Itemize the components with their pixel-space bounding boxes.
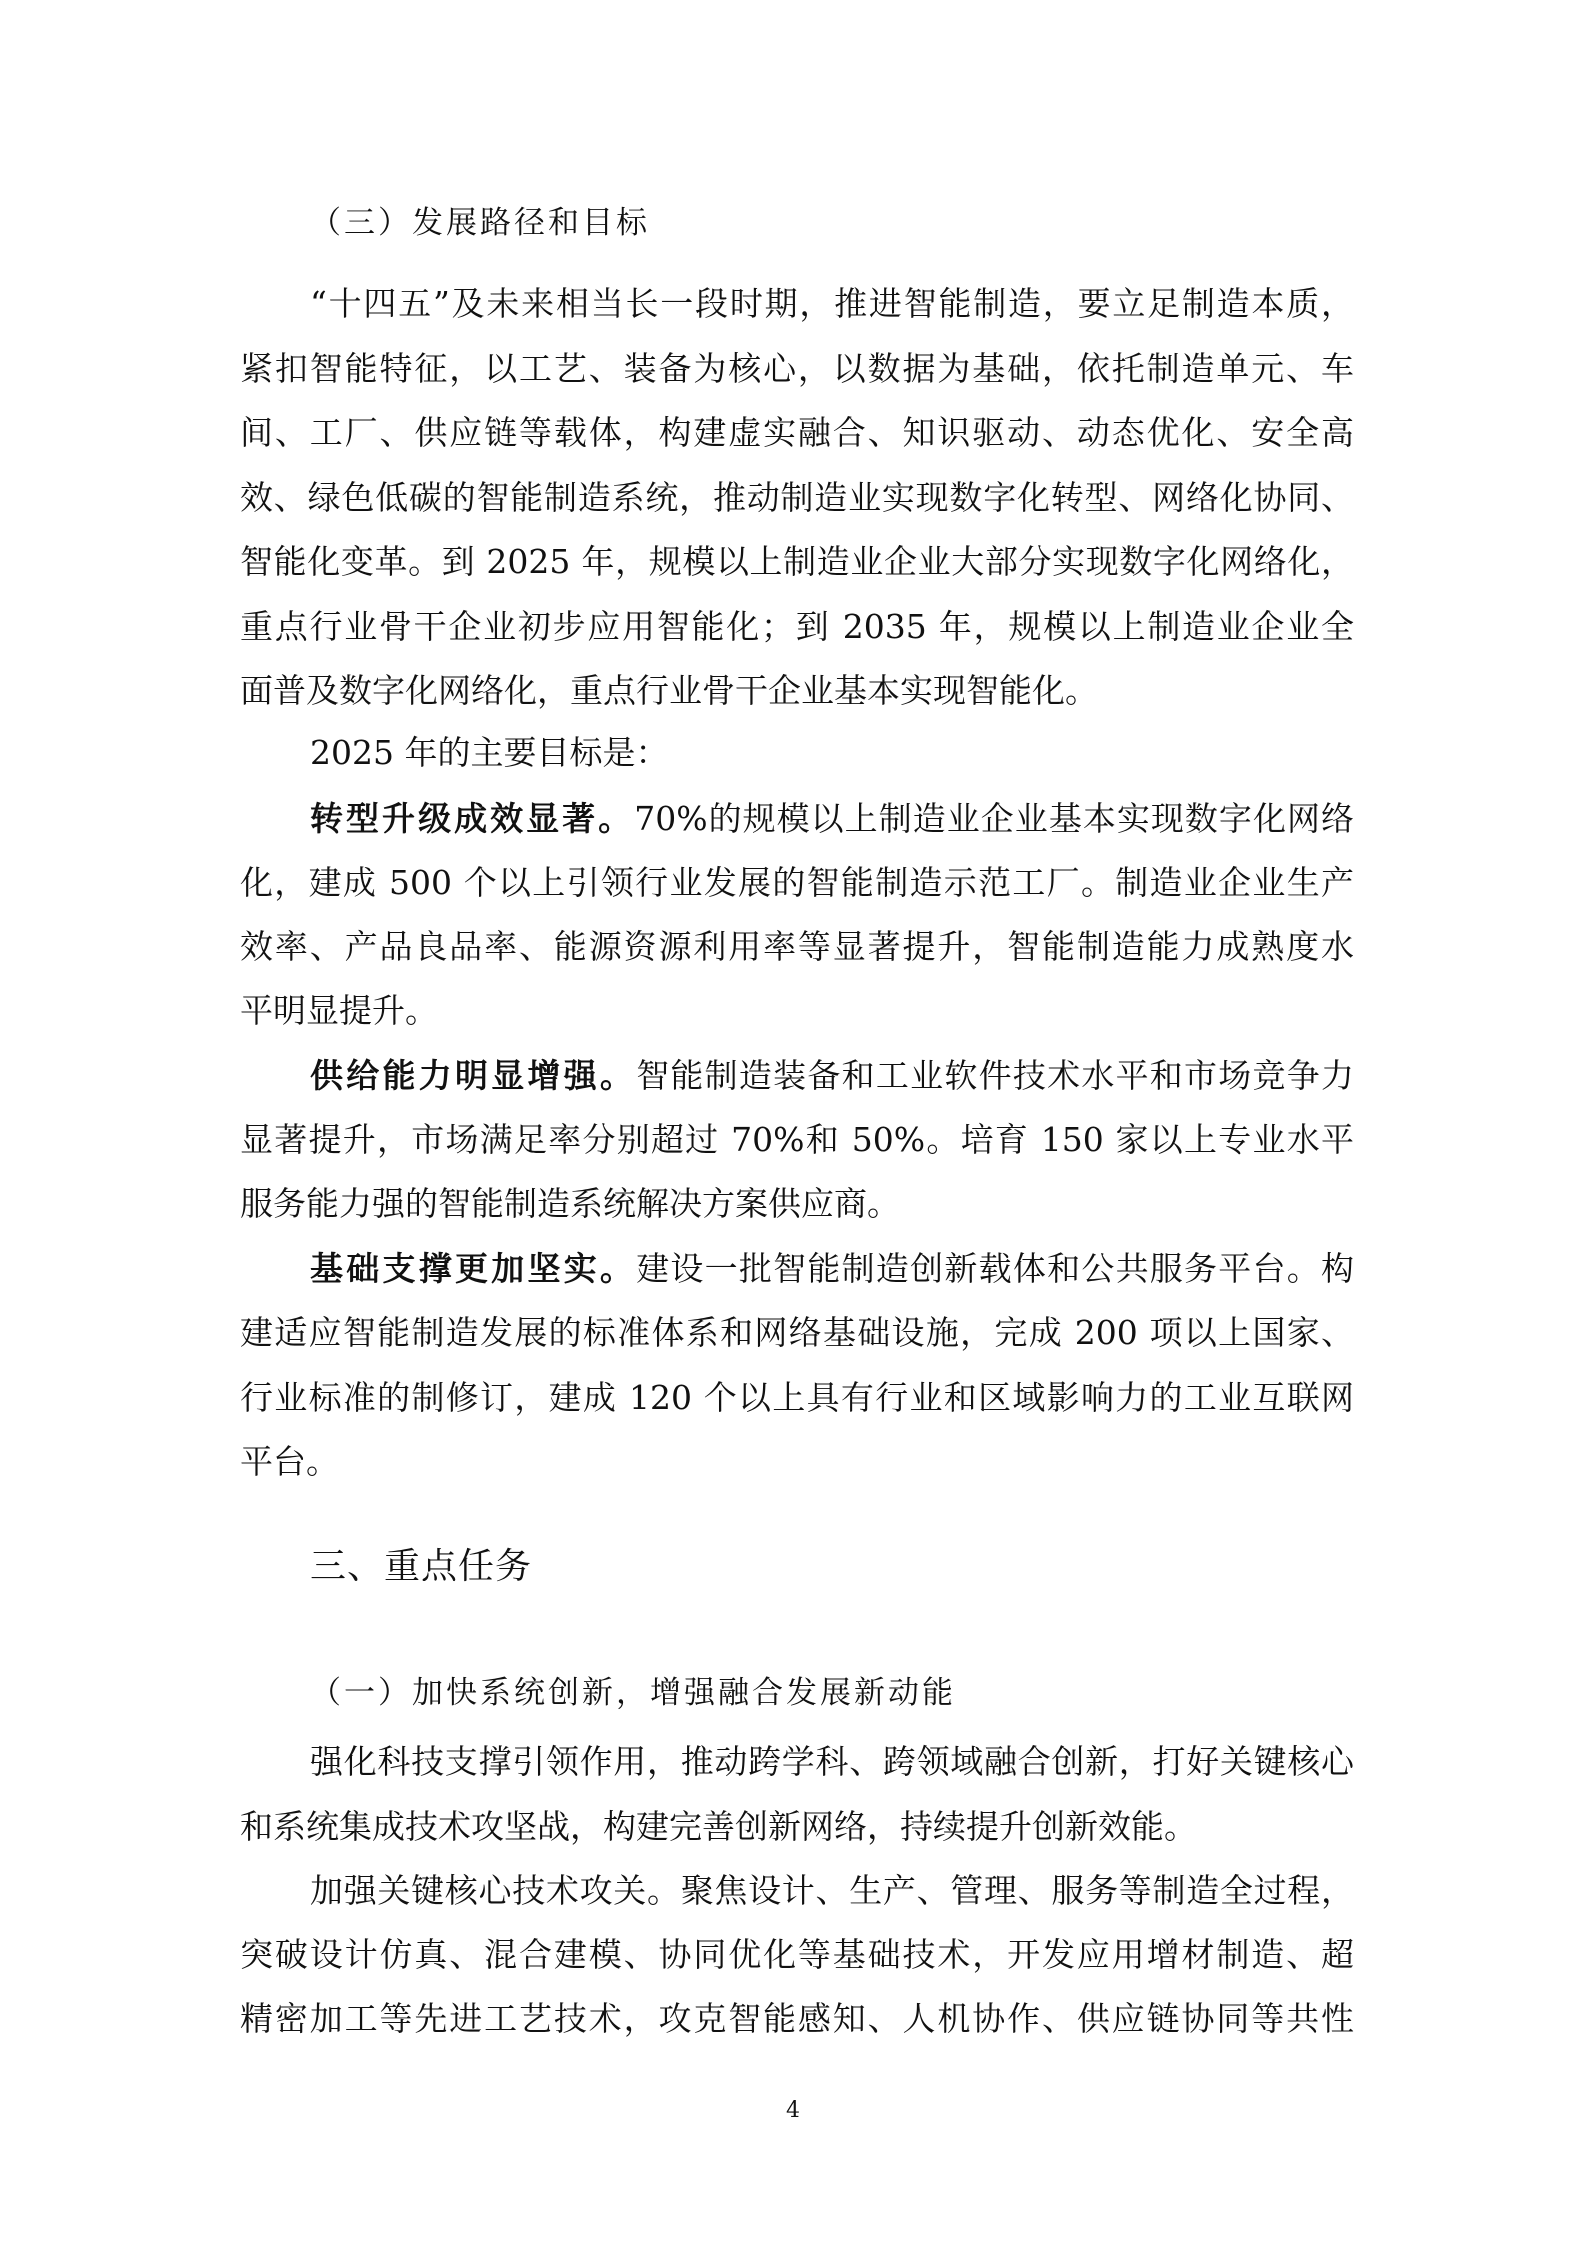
paragraph-line (240, 1312, 1354, 1354)
line-text: 平明显提升。 (240, 991, 438, 1030)
line-text: 效率、产品良品率、能源资源利用率等显著提升，智能制造能力成熟度水 (240, 927, 1354, 966)
section-subheading (310, 1672, 1354, 1714)
line-text: 效、绿色低碳的智能制造系统，推动制造业实现数字化转型、网络化协同、 (240, 478, 1354, 517)
line-text: 服务能力强的智能制造系统解决方案供应商。 (240, 1184, 900, 1223)
line-text: 和系统集成技术攻坚战，构建完善创新网络，持续提升创新效能。 (240, 1807, 1197, 1846)
line-text: 加强关键核心技术攻关。聚焦设计、生产、管理、服务等制造全过程， (310, 1871, 1354, 1910)
paragraph-line (240, 1998, 1354, 2040)
line-text: 建设一批智能制造创新载体和公共服务平台。构 (636, 1249, 1354, 1288)
line-text: 化，建成 500 个以上引领行业发展的智能制造示范工厂。制造业企业生产 (240, 863, 1354, 902)
line-text: 建适应智能制造发展的标准体系和网络基础设施，完成 200 项以上国家、 (240, 1313, 1354, 1352)
paragraph-lead: 基础支撑更加坚实。 (310, 1249, 637, 1288)
page-number: 4 (786, 2098, 800, 2123)
paragraph-line (240, 606, 1354, 648)
paragraph-line (240, 1806, 1354, 1848)
paragraph-line (240, 670, 1354, 712)
section-heading (310, 1546, 1354, 1588)
paragraph-line (240, 412, 1354, 454)
paragraph-line (310, 1870, 1354, 1912)
line-text: 强化科技支撑引领作用，推动跨学科、跨领域融合创新，打好关键核心 (310, 1742, 1354, 1781)
paragraph-line (310, 1741, 1354, 1783)
line-text: 智能化变革。到 2025 年，规模以上制造业企业大部分实现数字化网络化， (240, 542, 1354, 581)
line-text: 显著提升，市场满足率分别超过 70%和 50%。培育 150 家以上专业水平 (240, 1120, 1354, 1159)
line-text: 三、重点任务 (310, 1546, 533, 1587)
line-text: 紧扣智能特征，以工艺、装备为核心，以数据为基础，依托制造单元、车 (240, 349, 1354, 388)
line-text: 平台。 (240, 1442, 339, 1481)
paragraph-line (240, 1119, 1354, 1161)
line-text: “十四五”及未来相当长一段时期，推进智能制造，要立足制造本质， (310, 284, 1354, 323)
line-text: 面普及数字化网络化，重点行业骨干企业基本实现智能化。 (240, 671, 1098, 710)
paragraph-line (240, 926, 1354, 968)
line-text: 2025 年的主要目标是： (310, 733, 669, 772)
paragraph-line (310, 283, 1354, 325)
line-text: 突破设计仿真、混合建模、协同优化等基础技术，开发应用增材制造、超 (240, 1935, 1354, 1974)
paragraph-line (310, 798, 1354, 840)
paragraph-line (240, 541, 1354, 583)
line-text: 行业标准的制修订，建成 120 个以上具有行业和区域影响力的工业互联网 (240, 1378, 1354, 1417)
line-text: 智能制造装备和工业软件技术水平和市场竞争力 (636, 1056, 1354, 1095)
paragraph-line (310, 1248, 1354, 1290)
paragraph-line (240, 1377, 1354, 1419)
paragraph-line (240, 1934, 1354, 1976)
line-text: 间、工厂、供应链等载体，构建虚实融合、知识驱动、动态优化、安全高 (240, 413, 1354, 452)
paragraph-line (240, 1441, 1354, 1483)
paragraph-line (310, 1055, 1354, 1097)
paragraph-lead: 转型升级成效显著。 (310, 799, 635, 838)
paragraph-line (240, 477, 1354, 519)
paragraph-line (240, 862, 1354, 904)
line-text: （一）加快系统创新，增强融合发展新动能 (310, 1675, 956, 1711)
line-text: 70%的规模以上制造业企业基本实现数字化网络 (634, 799, 1354, 838)
line-text: 重点行业骨干企业初步应用智能化；到 2035 年，规模以上制造业企业全 (240, 607, 1354, 646)
line-text: 精密加工等先进工艺技术，攻克智能感知、人机协作、供应链协同等共性 (240, 1999, 1354, 2038)
paragraph-line (310, 732, 1354, 774)
paragraph-line (240, 348, 1354, 390)
paragraph-line (240, 990, 1354, 1032)
line-text: （三）发展路径和目标 (310, 205, 650, 241)
paragraph-lead: 供给能力明显增强。 (310, 1056, 637, 1095)
paragraph-line (240, 1183, 1354, 1225)
section-subheading (310, 202, 1354, 244)
